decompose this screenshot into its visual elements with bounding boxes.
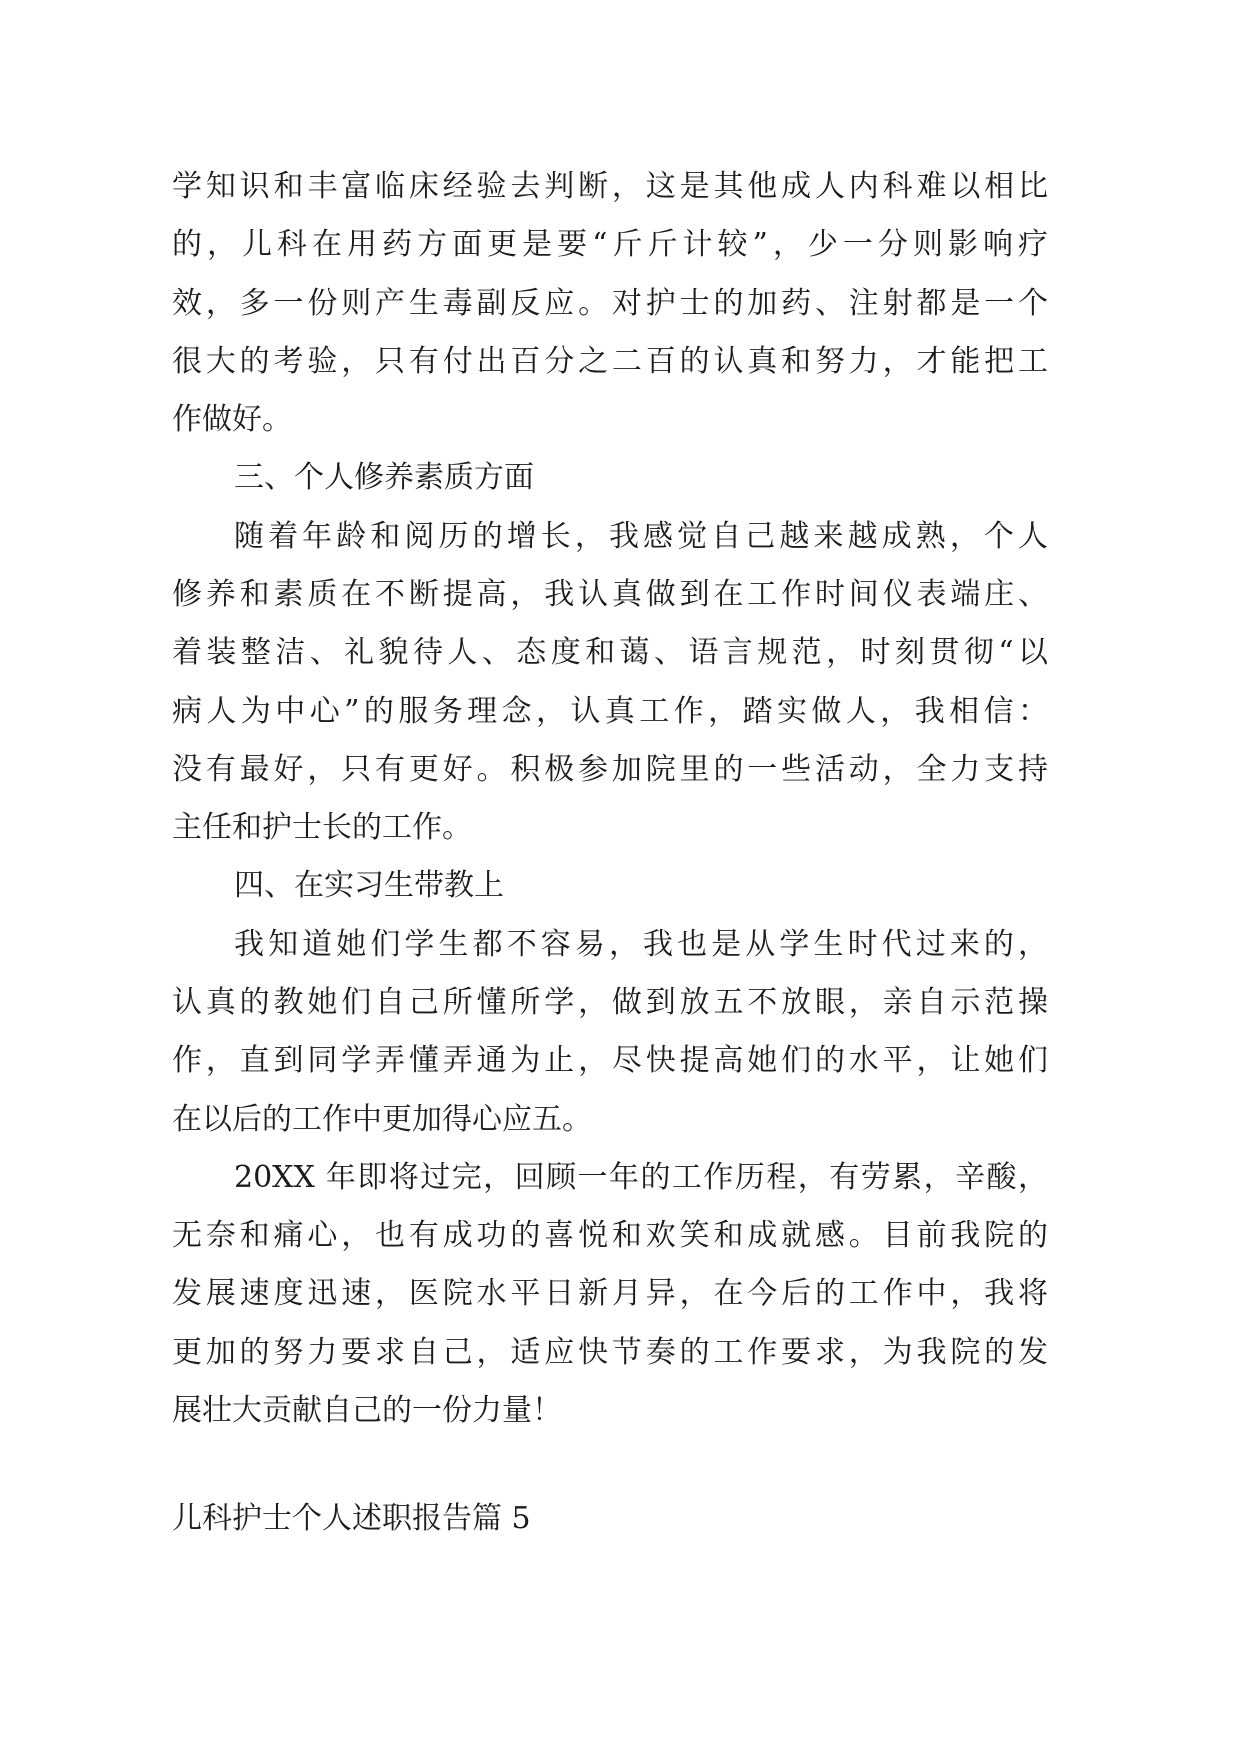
paragraph-line: 病人为中心”的服务理念，认真工作，踏实做人，我相信：: [172, 693, 1048, 729]
paragraph-line: 修养和素质在不断提高，我认真做到在工作时间仪表端庄、: [172, 576, 1048, 612]
section-heading: 四、在实习生带教上: [234, 868, 504, 904]
paragraph-line: 无奈和痛心，也有成功的喜悦和欢笑和成就感。目前我院的: [172, 1218, 1048, 1254]
paragraph-line: 20XX 年即将过完，回顾一年的工作历程，有劳累，辛酸，: [234, 1159, 1048, 1195]
paragraph-conclusion: [172, 1149, 1048, 1440]
paragraph-line: 学知识和丰富临床经验去判断，这是其他成人内科难以相比: [172, 169, 1048, 204]
paragraph-line: 的，儿科在用药方面更是要“斤斤计较”，少一分则影响疗: [172, 227, 1048, 263]
paragraph-line: 没有最好，只有更好。积极参加院里的一些活动，全力支持: [172, 751, 1048, 787]
paragraph-line: 我知道她们学生都不容易，我也是从学生时代过来的，: [234, 926, 1048, 962]
section-heading: 三、个人修养素质方面: [234, 460, 534, 496]
paragraph-personal-quality: [172, 508, 1048, 858]
next-section-title: 儿科护士个人述职报告篇 5: [172, 1501, 531, 1537]
paragraph-line: 展壮大贡献自己的一份力量！: [172, 1392, 562, 1428]
paragraph-line: 作，直到同学弄懂弄通为止，尽快提高她们的水平，让她们: [172, 1043, 1048, 1079]
paragraph-line: 效，多一份则产生毒副反应。对护士的加药、注射都是一个: [172, 285, 1048, 321]
paragraph-intern-teaching: [172, 916, 1048, 1149]
paragraph-line: 在以后的工作中更加得心应五。: [172, 1101, 592, 1137]
paragraph-line: 认真的教她们自己所懂所学，做到放五不放眼，亲自示范操: [172, 984, 1048, 1020]
document-page: [172, 158, 1048, 1548]
paragraph-line: 作做好。: [172, 402, 292, 438]
paragraph-line: 着装整洁、礼貌待人、态度和蔼、语言规范，时刻贯彻“以: [172, 635, 1048, 671]
paragraph-line: 更加的努力要求自己，适应快节奏的工作要求，为我院的发: [172, 1334, 1048, 1370]
paragraph-continuation: [172, 158, 1048, 449]
paragraph-line: 很大的考验，只有付出百分之二百的认真和努力，才能把工: [172, 343, 1048, 379]
paragraph-line: 随着年龄和阅历的增长，我感觉自己越来越成熟，个人: [234, 518, 1048, 554]
paragraph-line: 发展速度迅速，医院水平日新月异，在今后的工作中，我将: [172, 1276, 1048, 1312]
paragraph-line: 主任和护士长的工作。: [172, 810, 472, 846]
